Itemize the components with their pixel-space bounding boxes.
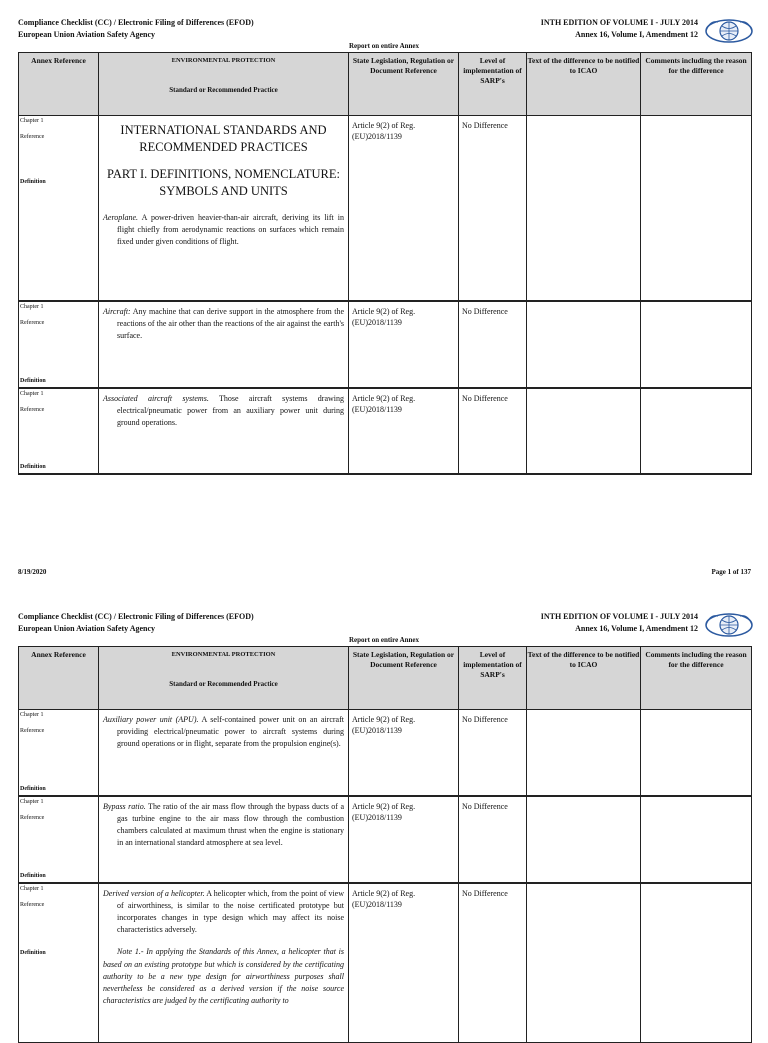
comments-cell	[641, 116, 752, 301]
col-standard	[99, 53, 349, 116]
comments-cell	[641, 710, 752, 796]
difference-cell	[527, 388, 641, 474]
chapter-label: Chapter 1	[20, 303, 44, 310]
definition-text	[103, 306, 344, 343]
definition-body: Those aircraft systems drawing electrical/pneumatic power from an auxiliary power unit during ground operations.	[117, 393, 345, 427]
definition-term: Auxiliary power unit (APU).	[103, 715, 199, 724]
comments-cell	[641, 388, 752, 474]
definition-body: A self-contained power unit on an aircraft providing electrical/pneumatic power to aircraft systems during ground operations or in flight, separate from the propulsion engine(s).	[117, 715, 344, 749]
annex-reference-cell	[19, 883, 99, 1043]
header-edition: INTH EDITION OF VOLUME I - JULY 2014	[540, 18, 698, 27]
reference-label: Reference	[20, 134, 45, 140]
state-reference-cell: Article 9(2) of Reg. (EU)2018/1139	[349, 710, 459, 796]
state-reference-cell: Article 9(2) of Reg. (EU)2018/1139	[349, 883, 459, 1043]
standard-cell	[99, 710, 349, 796]
header-left	[18, 17, 254, 41]
col-text-difference: Text of the difference to be notified to ICAO	[527, 647, 641, 710]
header-right	[541, 611, 698, 635]
standard-cell	[99, 796, 349, 883]
difference-cell	[527, 301, 641, 388]
comments-cell	[641, 301, 752, 388]
definition-term: Bypass ratio.	[103, 801, 146, 811]
state-reference-cell: Article 9(2) of Reg. (EU)2018/1139	[349, 116, 459, 301]
report-scope: Report on entire Annex	[348, 636, 420, 644]
chapter-label: Chapter 1	[20, 390, 44, 397]
table-row	[19, 710, 752, 796]
definition-text	[103, 801, 344, 850]
header-agency: European Union Aviation Safety Agency	[18, 30, 156, 39]
col-std-label: Standard or Recommended Practice	[169, 86, 278, 94]
level-cell: No Difference	[459, 388, 527, 474]
header-annex: Annex 16, Volume I, Amendment 12	[575, 624, 698, 633]
definition-body: The ratio of the air mass flow through the bypass ducts of a gas turbine engine to the air mass flow through the combustion chambers calculated at maximum thrust when the engine is stationary in an international standard atmosphere at sea level.	[117, 801, 345, 848]
difference-cell	[527, 796, 641, 883]
header-title: Compliance Checklist (CC) / Electronic Filing of Differences (EFOD)	[18, 612, 254, 621]
reference-label: Reference	[20, 319, 45, 326]
col-comments: Comments including the reason for the difference	[641, 647, 752, 710]
definition-label: Definition	[20, 785, 46, 792]
chapter-label: Chapter 1	[20, 885, 44, 892]
table-row	[19, 796, 752, 883]
definition-label: Definition	[20, 872, 46, 879]
col-std-label: Standard or Recommended Practice	[169, 680, 278, 688]
col-annex-reference: Annex Reference	[19, 647, 99, 710]
document-title: INTERNATIONAL STANDARDS AND RECOMMENDED PRACTICES	[120, 123, 327, 154]
state-reference-cell: Article 9(2) of Reg. (EU)2018/1139	[349, 388, 459, 474]
footer-page-number: Page 1 of 137	[711, 568, 751, 576]
header-left	[18, 611, 254, 635]
col-comments: Comments including the reason for the difference	[641, 53, 752, 116]
col-text-difference: Text of the difference to be notified to ICAO	[527, 53, 641, 116]
header-agency: European Union Aviation Safety Agency	[18, 624, 156, 633]
state-reference-cell: Article 9(2) of Reg. (EU)2018/1139	[349, 796, 459, 883]
annex-reference-cell	[19, 796, 99, 883]
level-cell: No Difference	[459, 796, 527, 883]
definition-label: Definition	[20, 179, 46, 185]
header-right	[541, 17, 698, 41]
col-state-legislation: State Legislation, Regulation or Document Reference	[349, 53, 459, 116]
level-cell: No Difference	[459, 710, 527, 796]
compliance-table	[18, 646, 752, 1043]
definition-text	[103, 714, 344, 751]
standard-cell	[99, 388, 349, 474]
col-state-legislation: State Legislation, Regulation or Document Reference	[349, 647, 459, 710]
definition-body: A helicopter which, from the point of view of airworthiness, is similar to the noise certificated prototype but incorporates changes in type design which may affect its noise characteristics adversely.	[117, 888, 344, 935]
definition-term: Derived version of a helicopter.	[103, 888, 205, 898]
chapter-label: Chapter 1	[20, 712, 44, 718]
standard-cell	[99, 301, 349, 388]
chapter-label: Chapter 1	[20, 798, 44, 805]
difference-cell	[527, 116, 641, 301]
definition-label: Definition	[20, 377, 46, 384]
reference-label: Reference	[20, 901, 45, 908]
report-scope: Report on entire Annex	[348, 42, 420, 50]
header-title: Compliance Checklist (CC) / Electronic Filing of Differences (EFOD)	[18, 18, 254, 27]
definition-term: Aeroplane.	[103, 213, 139, 222]
definition-label: Definition	[20, 949, 46, 956]
definition-label: Definition	[20, 463, 46, 470]
chapter-label: Chapter 1	[20, 118, 44, 124]
table-row	[19, 883, 752, 1043]
header-annex: Annex 16, Volume I, Amendment 12	[575, 30, 698, 39]
col-env-label: ENVIRONMENTAL PROTECTION	[171, 651, 276, 658]
page-footer	[18, 568, 751, 576]
annex-reference-cell	[19, 116, 99, 301]
definition-note: Note 1.- In applying the Standards of this Annex, a helicopter that is based on an existing prototype but which is considered by the certificating authority to be a new type design for airworthiness purposes shall nevertheless be considered as a derived version if the noise source characteristics are judged by the certificating authority to	[103, 947, 344, 1006]
part-title: PART I. DEFINITIONS, NOMENCLATURE: SYMBOLS AND UNITS	[107, 167, 340, 198]
definition-text	[103, 393, 344, 430]
difference-cell	[527, 710, 641, 796]
reference-label: Reference	[20, 406, 45, 413]
table-header-row	[19, 53, 752, 116]
table-header-row	[19, 647, 752, 710]
comments-cell	[641, 883, 752, 1043]
level-cell: No Difference	[459, 116, 527, 301]
comments-cell	[641, 796, 752, 883]
compliance-table	[18, 52, 752, 475]
reference-label: Reference	[20, 728, 45, 734]
standard-cell	[99, 116, 349, 301]
definition-body: Any machine that can derive support in the atmosphere from the reactions of the air other than the reactions of the air against the earth's surface.	[117, 306, 344, 340]
level-cell: No Difference	[459, 883, 527, 1043]
definition-term: Associated aircraft systems.	[103, 393, 209, 403]
table-row	[19, 116, 752, 301]
table-row	[19, 301, 752, 388]
difference-cell	[527, 883, 641, 1043]
annex-reference-cell	[19, 301, 99, 388]
header-edition: INTH EDITION OF VOLUME I - JULY 2014	[540, 612, 698, 621]
footer-date: 8/19/2020	[18, 568, 47, 576]
state-reference-cell: Article 9(2) of Reg. (EU)2018/1139	[349, 301, 459, 388]
definition-body: A power-driven heavier-than-air aircraft, deriving its lift in flight chiefly from aerodynamic reactions on surfaces which remain fixed under given conditions of flight.	[117, 213, 344, 247]
definition-text	[103, 212, 344, 249]
annex-reference-cell	[19, 388, 99, 474]
table-row	[19, 388, 752, 474]
col-env-label: ENVIRONMENTAL PROTECTION	[171, 57, 276, 64]
col-annex-reference: Annex Reference	[19, 53, 99, 116]
standard-cell	[99, 883, 349, 1043]
definition-text	[103, 888, 344, 937]
col-level: Level of implementation of SARP's	[459, 647, 527, 710]
col-level: Level of implementation of SARP's	[459, 53, 527, 116]
col-standard	[99, 647, 349, 710]
level-cell: No Difference	[459, 301, 527, 388]
annex-reference-cell	[19, 710, 99, 796]
definition-term: Aircraft:	[103, 306, 131, 316]
reference-label: Reference	[20, 814, 45, 821]
